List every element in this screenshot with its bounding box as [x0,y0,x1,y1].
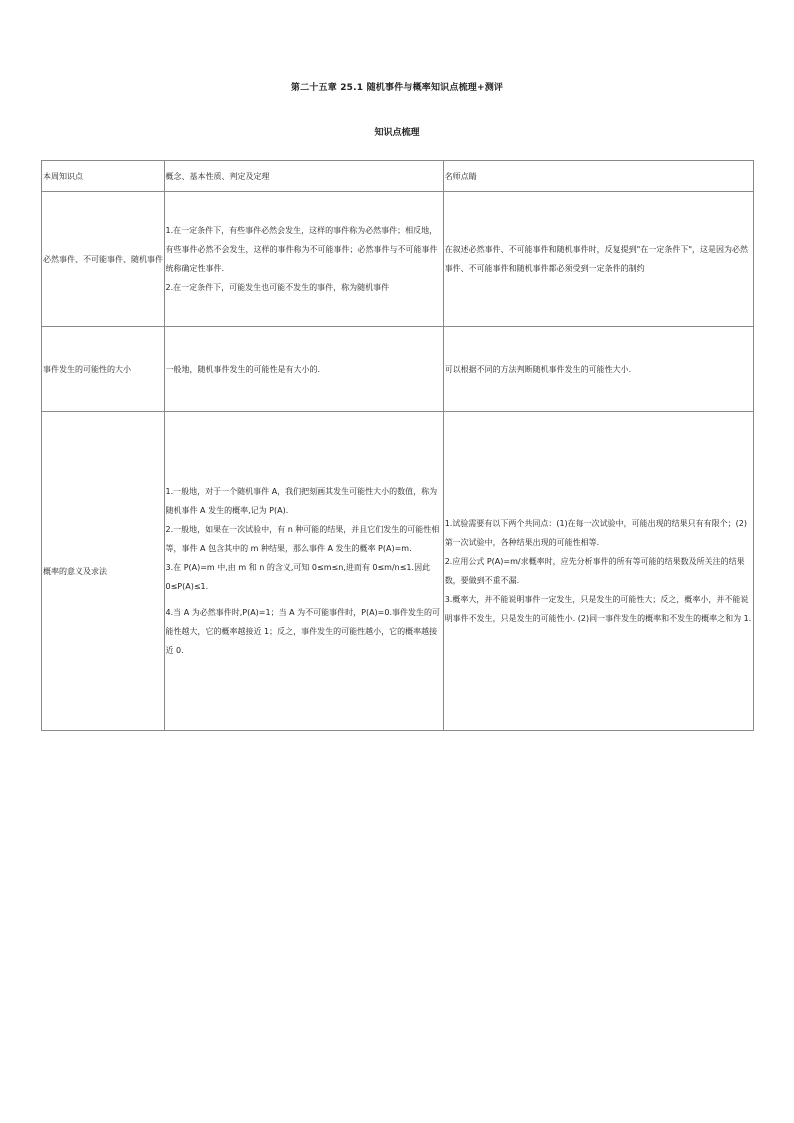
header-cell-concepts: 概念、基本性质、判定及定理 [164,161,443,192]
concept-text: 4.当 A 为必然事件时,P(A)=1；当 A 为不可能事件时，P(A)=0.事件发生的可能性越大，它的概率越接近 1；反之，事件发生的可能性越小，它的概率越接近 0. [165,608,441,655]
concept-text: 2.一般地，如果在一次试验中，有 n 种可能的结果，并且它们发生的可能性相等，事件 A 包含其中的 m 种结果，那么事件 A 发生的概率 P(A)=m. [165,525,440,553]
tips-cell [443,192,753,327]
concept-text: 1.一般地，对于一个随机事件 A，我们把刻画其发生可能性大小的数值，称为随机事件 A 发生的概率,记为 P(A). [165,487,438,515]
topic-cell: 必然事件、不可能事件、随机事件 [42,192,165,327]
tip-text: 3.概率大，并不能说明事件一定发生，只是发生的可能性大；反之，概率小，并不能说明事件不发生，只是发生的可能性小. (2)同一事件发生的概率和不发生的概率之和为 1. [444,595,752,623]
concepts-cell [164,192,443,327]
table-header-row [42,161,754,192]
tip-text: 2.应用公式 P(A)=m/求概率时，应先分析事件的所有等可能的结果数及所关注的结果数，要做到不重不漏. [444,557,745,585]
tips-cell [443,412,753,731]
concept-text: 1.在一定条件下，有些事件必然会发生，这样的事件称为必然事件；相反地，有些事件必然不会发生，这样的事件称为不可能事件；必然事件与不可能事件统称确定性事件. [165,226,438,273]
topic-cell: 事件发生的可能性的大小 [42,327,165,412]
table-row [42,192,754,327]
tip-text: 1.试验需要有以下两个共同点：(1)在每一次试验中，可能出现的结果只有有限个；(2)第一次试验中，各种结果出现的可能性相等. [444,519,747,547]
tip-text: 可以根据不同的方法判断随机事件发生的可能性大小. [444,364,632,374]
concept-text: 2.在一定条件下，可能发生也可能不发生的事件，称为随机事件 [165,283,390,292]
header-cell-tips: 名师点睛 [443,161,753,192]
concepts-cell [164,327,443,412]
header-cell-topic: 本周知识点 [42,161,165,192]
concept-text: 3.在 P(A)=m 中,由 m 和 n 的含义,可知 0≤m≤n,进而有 0≤m/n≤1.因此 0≤P(A)≤1. [165,563,431,591]
table-row [42,327,754,412]
tip-text: 在叙述必然事件、不可能事件和随机事件时，反复提到"在一定条件下"，这是因为必然事件、不可能事件和随机事件都必须受到一定条件的制约 [444,245,749,273]
topic-cell: 概率的意义及求法 [42,412,165,731]
concept-text: 一般地，随机事件发生的可能性是有大小的. [165,364,321,374]
document-title: 第二十五章 25.1 随机事件与概率知识点梳理+测评 [290,83,504,93]
knowledge-table [41,160,754,731]
tips-cell [443,327,753,412]
section-title: 知识点梳理 [374,128,420,138]
concepts-cell [164,412,443,731]
table-row [42,412,754,731]
